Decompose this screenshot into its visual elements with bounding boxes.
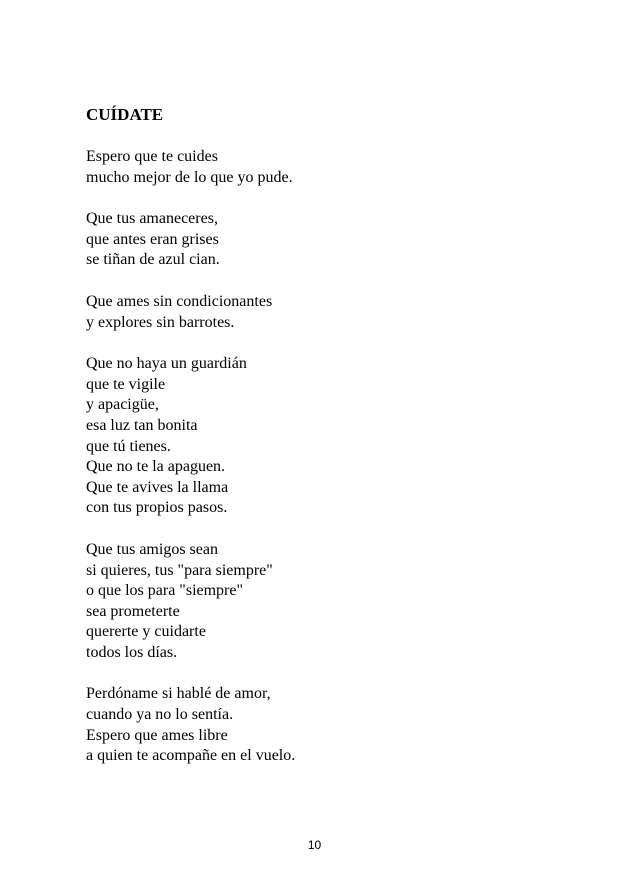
poem-line: Espero que ames libre <box>86 726 228 744</box>
poem-line: se tiñan de azul cian. <box>86 251 220 269</box>
poem-line: Que te avives la llama <box>86 478 229 496</box>
page-number: 10 <box>307 838 322 852</box>
poem-line: con tus propios pasos. <box>86 499 228 517</box>
poem-line: Que no haya un guardián <box>86 355 247 373</box>
poem-line: y apacigüe, <box>86 396 159 414</box>
stanza-5 <box>86 540 295 664</box>
poem-title: CUÍDATE <box>86 105 164 124</box>
poem-line: que tú tienes. <box>86 437 171 455</box>
poem-line: Que no te la apaguen. <box>86 458 226 476</box>
poem-line: y explores sin barrotes. <box>86 313 235 331</box>
poem-line: Que tus amaneceres, <box>86 210 218 228</box>
poem-line: esa luz tan bonita <box>86 416 198 434</box>
poem <box>86 105 295 788</box>
stanza-2 <box>86 209 295 271</box>
stanza-3 <box>86 292 295 333</box>
poem-line: a quien te acompañe en el vuelo. <box>86 747 296 765</box>
poem-line: quererte y cuidarte <box>86 623 206 641</box>
stanza-4 <box>86 354 295 519</box>
poem-line: sea prometerte <box>86 602 180 620</box>
poem-line: mucho mejor de lo que yo pude. <box>86 168 293 186</box>
stanza-1 <box>86 147 295 188</box>
stanza-6 <box>86 684 295 766</box>
poem-line: o que los para "siempre" <box>86 582 244 600</box>
poem-line: si quieres, tus "para siempre" <box>86 561 273 579</box>
poem-line: que antes eran grises <box>86 230 219 248</box>
poem-line: Espero que te cuides <box>86 148 218 165</box>
poem-line: Que tus amigos sean <box>86 540 218 558</box>
poem-line: Que ames sin condicionantes <box>86 292 273 310</box>
poem-line: cuando ya no lo sentía. <box>86 706 234 724</box>
poem-line: que te vigile <box>86 375 166 393</box>
poem-line: todos los días. <box>86 643 178 661</box>
poem-line: Perdóname si hablé de amor, <box>86 685 271 703</box>
